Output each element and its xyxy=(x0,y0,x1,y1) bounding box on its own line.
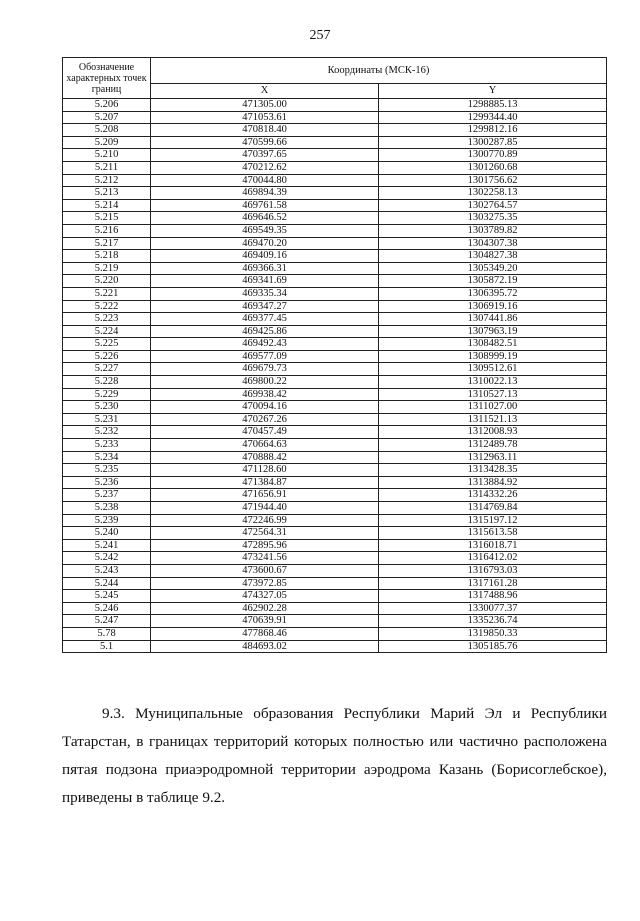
table-row xyxy=(63,313,607,326)
cell-y-coordinate: 1300770.89 xyxy=(379,149,607,162)
cell-point-designation: 5.218 xyxy=(63,250,151,263)
cell-point-designation: 5.217 xyxy=(63,237,151,250)
coordinates-table xyxy=(62,57,607,653)
cell-x-coordinate: 469377.45 xyxy=(151,313,379,326)
cell-point-designation: 5.241 xyxy=(63,539,151,552)
cell-y-coordinate: 1317488.96 xyxy=(379,590,607,603)
cell-point-designation: 5.211 xyxy=(63,161,151,174)
cell-point-designation: 5.226 xyxy=(63,350,151,363)
table-row xyxy=(63,287,607,300)
table-row xyxy=(63,212,607,225)
cell-x-coordinate: 484693.02 xyxy=(151,640,379,653)
body-paragraph: 9.3. Муниципальные образования Республики Марий Эл и Республики Татарстан, в границах территорий которых полностью или частично расположена пятая подзона приаэродромной территории аэродрома Казань (Борисоглебское), приведены в таблице 9.2. xyxy=(62,705,607,806)
cell-y-coordinate: 1302258.13 xyxy=(379,187,607,200)
cell-point-designation: 5.231 xyxy=(63,413,151,426)
cell-y-coordinate: 1299812.16 xyxy=(379,124,607,137)
table-row xyxy=(63,615,607,628)
cell-y-coordinate: 1312008.93 xyxy=(379,426,607,439)
cell-x-coordinate: 470639.91 xyxy=(151,615,379,628)
cell-y-coordinate: 1304307.38 xyxy=(379,237,607,250)
cell-point-designation: 5.213 xyxy=(63,187,151,200)
cell-x-coordinate: 469409.16 xyxy=(151,250,379,263)
table-row xyxy=(63,250,607,263)
table-row xyxy=(63,275,607,288)
cell-point-designation: 5.209 xyxy=(63,136,151,149)
table-row xyxy=(63,401,607,414)
cell-x-coordinate: 469335.34 xyxy=(151,287,379,300)
cell-point-designation: 5.236 xyxy=(63,476,151,489)
cell-y-coordinate: 1310527.13 xyxy=(379,388,607,401)
cell-y-coordinate: 1313884.92 xyxy=(379,476,607,489)
cell-point-designation: 5.232 xyxy=(63,426,151,439)
table-row xyxy=(63,224,607,237)
cell-point-designation: 5.215 xyxy=(63,212,151,225)
cell-point-designation: 5.242 xyxy=(63,552,151,565)
column-header-x: X xyxy=(151,84,379,99)
cell-point-designation: 5.234 xyxy=(63,451,151,464)
cell-x-coordinate: 470094.16 xyxy=(151,401,379,414)
cell-x-coordinate: 469679.73 xyxy=(151,363,379,376)
cell-y-coordinate: 1312963.11 xyxy=(379,451,607,464)
cell-x-coordinate: 471128.60 xyxy=(151,464,379,477)
cell-y-coordinate: 1305872.19 xyxy=(379,275,607,288)
table-row xyxy=(63,577,607,590)
table-row xyxy=(63,325,607,338)
table-row xyxy=(63,476,607,489)
cell-y-coordinate: 1314769.84 xyxy=(379,502,607,515)
table-row xyxy=(63,338,607,351)
table-row xyxy=(63,439,607,452)
cell-y-coordinate: 1310022.13 xyxy=(379,376,607,389)
cell-point-designation: 5.214 xyxy=(63,199,151,212)
cell-y-coordinate: 1317161.28 xyxy=(379,577,607,590)
cell-x-coordinate: 469492.43 xyxy=(151,338,379,351)
cell-y-coordinate: 1319850.33 xyxy=(379,627,607,640)
cell-y-coordinate: 1335236.74 xyxy=(379,615,607,628)
table-row xyxy=(63,174,607,187)
cell-y-coordinate: 1311027.00 xyxy=(379,401,607,414)
table-row xyxy=(63,300,607,313)
cell-point-designation: 5.240 xyxy=(63,527,151,540)
cell-x-coordinate: 470397.65 xyxy=(151,149,379,162)
table-row xyxy=(63,187,607,200)
table-row xyxy=(63,99,607,112)
cell-x-coordinate: 471944.40 xyxy=(151,502,379,515)
cell-x-coordinate: 472564.31 xyxy=(151,527,379,540)
table-row xyxy=(63,388,607,401)
cell-y-coordinate: 1315197.12 xyxy=(379,514,607,527)
cell-x-coordinate: 469800.22 xyxy=(151,376,379,389)
table-row xyxy=(63,199,607,212)
cell-y-coordinate: 1314332.26 xyxy=(379,489,607,502)
cell-y-coordinate: 1308999.19 xyxy=(379,350,607,363)
cell-y-coordinate: 1313428.35 xyxy=(379,464,607,477)
cell-y-coordinate: 1301260.68 xyxy=(379,161,607,174)
cell-x-coordinate: 469761.58 xyxy=(151,199,379,212)
table-row xyxy=(63,376,607,389)
table-row xyxy=(63,136,607,149)
cell-y-coordinate: 1307441.86 xyxy=(379,313,607,326)
column-header-y: Y xyxy=(379,84,607,99)
cell-point-designation: 5.219 xyxy=(63,262,151,275)
cell-x-coordinate: 471384.87 xyxy=(151,476,379,489)
cell-point-designation: 5.221 xyxy=(63,287,151,300)
table-row xyxy=(63,564,607,577)
cell-point-designation: 5.207 xyxy=(63,111,151,124)
cell-y-coordinate: 1304827.38 xyxy=(379,250,607,263)
cell-y-coordinate: 1306919.16 xyxy=(379,300,607,313)
cell-y-coordinate: 1330077.37 xyxy=(379,602,607,615)
cell-y-coordinate: 1303789.82 xyxy=(379,224,607,237)
table-row xyxy=(63,161,607,174)
cell-point-designation: 5.233 xyxy=(63,439,151,452)
cell-x-coordinate: 469549.35 xyxy=(151,224,379,237)
cell-y-coordinate: 1311521.13 xyxy=(379,413,607,426)
page-number: 257 xyxy=(309,28,331,43)
cell-x-coordinate: 469894.39 xyxy=(151,187,379,200)
cell-x-coordinate: 473241.56 xyxy=(151,552,379,565)
cell-x-coordinate: 469938.42 xyxy=(151,388,379,401)
cell-point-designation: 5.216 xyxy=(63,224,151,237)
table-row xyxy=(63,413,607,426)
cell-x-coordinate: 470212.62 xyxy=(151,161,379,174)
cell-point-designation: 5.225 xyxy=(63,338,151,351)
cell-point-designation: 5.244 xyxy=(63,577,151,590)
cell-x-coordinate: 470599.66 xyxy=(151,136,379,149)
cell-y-coordinate: 1298885.13 xyxy=(379,99,607,112)
table-row xyxy=(63,627,607,640)
table-row xyxy=(63,262,607,275)
cell-point-designation: 5.245 xyxy=(63,590,151,603)
table-row xyxy=(63,502,607,515)
cell-point-designation: 5.220 xyxy=(63,275,151,288)
table-row xyxy=(63,464,607,477)
table-row xyxy=(63,489,607,502)
cell-x-coordinate: 469577.09 xyxy=(151,350,379,363)
cell-y-coordinate: 1300287.85 xyxy=(379,136,607,149)
cell-y-coordinate: 1312489.78 xyxy=(379,439,607,452)
table-row xyxy=(63,527,607,540)
cell-x-coordinate: 470888.42 xyxy=(151,451,379,464)
cell-x-coordinate: 469425.86 xyxy=(151,325,379,338)
cell-point-designation: 5.239 xyxy=(63,514,151,527)
cell-y-coordinate: 1307963.19 xyxy=(379,325,607,338)
cell-y-coordinate: 1302764.57 xyxy=(379,199,607,212)
cell-x-coordinate: 477868.46 xyxy=(151,627,379,640)
cell-y-coordinate: 1305349.20 xyxy=(379,262,607,275)
cell-point-designation: 5.210 xyxy=(63,149,151,162)
table-row xyxy=(63,149,607,162)
table-row xyxy=(63,602,607,615)
table-row xyxy=(63,552,607,565)
table-row xyxy=(63,111,607,124)
table-row xyxy=(63,640,607,653)
cell-point-designation: 5.1 xyxy=(63,640,151,653)
cell-y-coordinate: 1305185.76 xyxy=(379,640,607,653)
cell-y-coordinate: 1316018.71 xyxy=(379,539,607,552)
cell-point-designation: 5.227 xyxy=(63,363,151,376)
table-row xyxy=(63,590,607,603)
table-row xyxy=(63,514,607,527)
cell-x-coordinate: 469341.69 xyxy=(151,275,379,288)
table-row xyxy=(63,124,607,137)
cell-y-coordinate: 1316793.03 xyxy=(379,564,607,577)
cell-x-coordinate: 473972.85 xyxy=(151,577,379,590)
column-header-coordinate-system: Координаты (МСК-16) xyxy=(151,58,607,84)
cell-y-coordinate: 1316412.02 xyxy=(379,552,607,565)
cell-point-designation: 5.222 xyxy=(63,300,151,313)
table-row xyxy=(63,350,607,363)
cell-y-coordinate: 1301756.62 xyxy=(379,174,607,187)
cell-point-designation: 5.237 xyxy=(63,489,151,502)
cell-x-coordinate: 470267.26 xyxy=(151,413,379,426)
cell-point-designation: 5.208 xyxy=(63,124,151,137)
cell-point-designation: 5.246 xyxy=(63,602,151,615)
cell-point-designation: 5.238 xyxy=(63,502,151,515)
cell-point-designation: 5.212 xyxy=(63,174,151,187)
table-row xyxy=(63,451,607,464)
cell-y-coordinate: 1303275.35 xyxy=(379,212,607,225)
table-row xyxy=(63,363,607,376)
table-row xyxy=(63,539,607,552)
table-row xyxy=(63,426,607,439)
cell-x-coordinate: 474327.05 xyxy=(151,590,379,603)
cell-y-coordinate: 1315613.58 xyxy=(379,527,607,540)
cell-x-coordinate: 470457.49 xyxy=(151,426,379,439)
cell-point-designation: 5.78 xyxy=(63,627,151,640)
cell-x-coordinate: 470044.80 xyxy=(151,174,379,187)
cell-x-coordinate: 470818.40 xyxy=(151,124,379,137)
cell-x-coordinate: 472895.96 xyxy=(151,539,379,552)
cell-point-designation: 5.230 xyxy=(63,401,151,414)
cell-point-designation: 5.206 xyxy=(63,99,151,112)
cell-point-designation: 5.247 xyxy=(63,615,151,628)
coordinates-table-body xyxy=(63,99,607,653)
cell-point-designation: 5.228 xyxy=(63,376,151,389)
cell-x-coordinate: 472246.99 xyxy=(151,514,379,527)
cell-point-designation: 5.224 xyxy=(63,325,151,338)
cell-point-designation: 5.235 xyxy=(63,464,151,477)
column-header-designation: Обозначение характерных точек границ xyxy=(63,58,151,99)
cell-x-coordinate: 462902.28 xyxy=(151,602,379,615)
cell-point-designation: 5.243 xyxy=(63,564,151,577)
cell-y-coordinate: 1299344.40 xyxy=(379,111,607,124)
cell-x-coordinate: 471053.61 xyxy=(151,111,379,124)
cell-point-designation: 5.229 xyxy=(63,388,151,401)
cell-x-coordinate: 471305.00 xyxy=(151,99,379,112)
cell-x-coordinate: 469470.20 xyxy=(151,237,379,250)
cell-x-coordinate: 469366.31 xyxy=(151,262,379,275)
cell-y-coordinate: 1306395.72 xyxy=(379,287,607,300)
table-row xyxy=(63,237,607,250)
cell-point-designation: 5.223 xyxy=(63,313,151,326)
cell-y-coordinate: 1308482.51 xyxy=(379,338,607,351)
cell-x-coordinate: 471656.91 xyxy=(151,489,379,502)
cell-y-coordinate: 1309512.61 xyxy=(379,363,607,376)
cell-x-coordinate: 470664.63 xyxy=(151,439,379,452)
cell-x-coordinate: 473600.67 xyxy=(151,564,379,577)
cell-x-coordinate: 469347.27 xyxy=(151,300,379,313)
cell-x-coordinate: 469646.52 xyxy=(151,212,379,225)
